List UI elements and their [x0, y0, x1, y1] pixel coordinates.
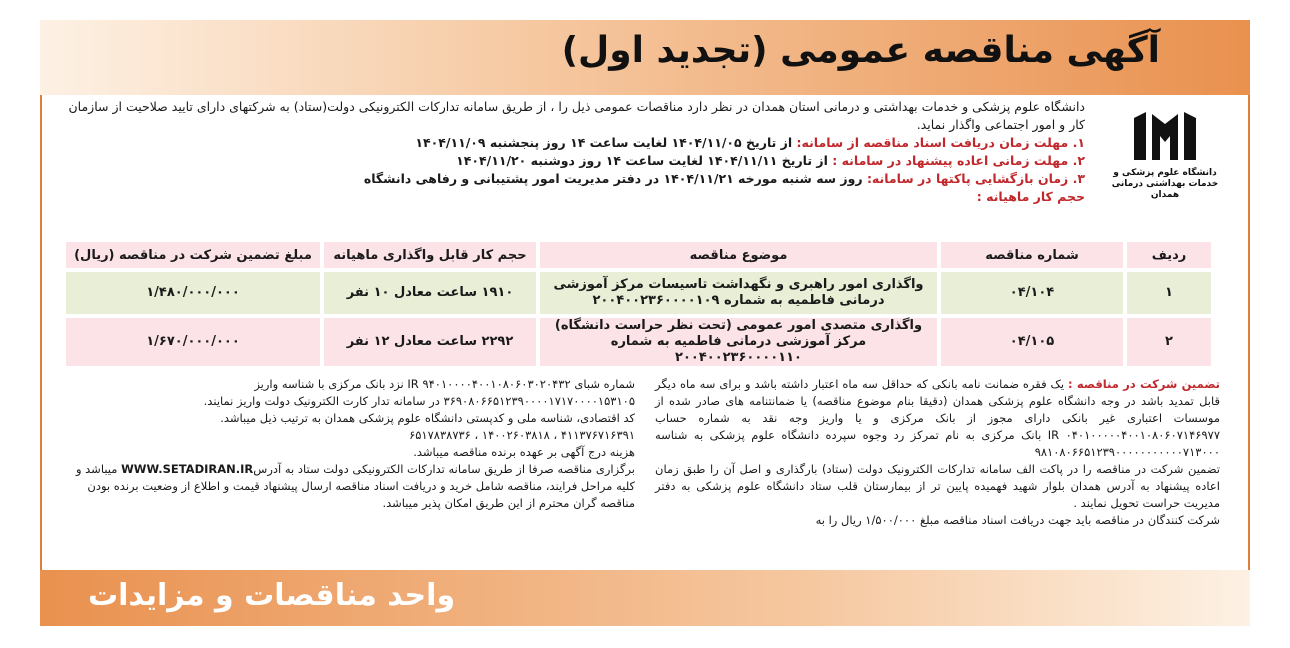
header-volume: حجم کار قابل واگذاری ماهیانه: [324, 242, 536, 268]
header-guarantee: مبلغ تضمین شرکت در مناقصه (ریال): [66, 242, 320, 268]
cell-row-number: ۲: [1127, 318, 1211, 366]
guarantee-paragraph-2: تضمین شرکت در مناقصه را در پاکت الف سامانه تدارکات الکترونیک دولت (ستاد) بارگذاری و اصل آن را طبق زمان اعاده پیشنهاد به آدرس همدان بلوار شهید فهمیده پایین تر از بیمارستان قلب ستاد دانشگاه علوم پزشکی به دفتر مدیریت حراست تحویل نمایند .: [655, 462, 1220, 510]
table-row: [66, 272, 1211, 314]
table-row: [66, 318, 1211, 366]
cell-subject: واگذاری متصدی امور عمومی (تحت نظر حراست دانشگاه) مرکز آموزشی درمانی فاطمیه به شماره ۲۰۰۴۰۰۲۳۶۰۰۰۰۱۱۰: [540, 318, 937, 366]
intro-section: [55, 98, 1085, 206]
item2-label: ۲. مهلت زمانی اعاده پیشنهاد در سامانه :: [832, 153, 1085, 168]
intro-item-3: [55, 170, 1085, 188]
header-row-number: ردیف: [1127, 242, 1211, 268]
intro-item-2: [55, 152, 1085, 170]
payment-text-4-post: میباشد و کلیه مراحل فرایند، مناقصه شامل خرید و دریافت اسناد مناقصه ارسال پیشنهاد قیمت و اطلاع از وضعیت برنده بودن مناقصه گران محترم از این طریق امکان پذیر میباشد.: [75, 462, 635, 510]
payment-paragraph-4: [60, 461, 635, 512]
guarantee-text-1: یک فقره ضمانت نامه بانکی که حداقل سه ماه اعتبار داشته باشد و برای سه ماه دیگر قابل تمدید باشد در وجه دانشگاه علوم پزشکی همدان (دقیقا بنام موضوع مناقصه) یا ضمانتنامه های صادر شده از موسسات اعتباری غیر بانکی دارای مجوز از بانک مرکزی و یا واریز وجه نقد به شماره حساب ۰۴۰۱۰۰۰۰۰۴۰۰۱۰۸۰۶۰۷۱۴۶۹۷۷ IR بانک مرکزی به نام تمرکز رد وجوه سپرده دانشگاه علوم پزشکی به شناسه ۹۸۱۰۸۰۶۶۵۱۲۳۹۰۰۰۰۰۰۰۰۰۰۰۷۱۳۰۰۰: [655, 377, 1220, 459]
item3-label: ۳. زمان بازگشایی پاکتها در سامانه:: [866, 171, 1085, 186]
university-logo: [1100, 108, 1230, 198]
logo-caption: [1100, 168, 1230, 201]
payment-codes: ۴۱۱۳۷۶۷۱۶۳۹۱ ، ۱۴۰۰۲۶۰۳۸۱۸ ، ۶۵۱۷۸۳۸۷۳۶: [409, 428, 635, 442]
payment-paragraph-3: هزینه درج آگهی بر عهده برنده مناقصه میباشد.: [413, 445, 635, 459]
cell-row-number: ۱: [1127, 272, 1211, 314]
cell-subject: واگذاری امور راهبری و نگهداشت تاسیسات مرکز آموزشی درمانی فاطمیه به شماره ۲۰۰۴۰۰۲۳۶۰۰۰۰۱۰۹: [540, 272, 937, 314]
table-header-row: [66, 242, 1211, 268]
university-emblem-icon: [1130, 108, 1200, 166]
volume-label: حجم کار ماهیانه :: [976, 189, 1085, 204]
guarantee-paragraph-3: شرکت کنندگان در مناقصه باید جهت دریافت اسناد مناقصه مبلغ ۱/۵۰۰/۰۰۰ ریال را به: [815, 513, 1220, 527]
website-link[interactable]: WWW.SETADIRAN.IR: [121, 462, 254, 476]
guarantee-paragraph-1: [655, 376, 1220, 461]
footer-title: واحد مناقصات و مزایدات: [88, 578, 456, 613]
tender-table: [62, 238, 1215, 370]
item1-label: ۱. مهلت زمان دریافت اسناد مناقصه از سامانه:: [796, 135, 1085, 150]
item1-text: از تاریخ ۱۴۰۴/۱۱/۰۵ لغایت ساعت ۱۴ روز پنجشنبه ۱۴۰۴/۱۱/۰۹: [415, 135, 797, 150]
header-subject: موضوع مناقصه: [540, 242, 937, 268]
cell-guarantee: ۱/۶۷۰/۰۰۰/۰۰۰: [66, 318, 320, 366]
intro-item-1: [55, 134, 1085, 152]
footer-banner: [40, 570, 1250, 626]
logo-caption-line2: خدمات بهداشتی درمانی همدان: [1111, 179, 1219, 200]
guarantee-label: تضمین شرکت در مناقصه :: [1068, 377, 1220, 391]
payment-paragraph-2: کد اقتصادی، شناسه ملی و کدپستی دانشگاه علوم پزشکی همدان به ترتیب ذیل میباشد.: [220, 411, 635, 425]
header-tender-number: شماره مناقصه: [941, 242, 1123, 268]
logo-caption-line1: دانشگاه علوم پزشکی و: [1113, 168, 1217, 178]
guarantee-section: [655, 376, 1220, 529]
intro-paragraph: دانشگاه علوم پزشکی و خدمات بهداشتی و درمانی استان همدان در نظر دارد مناقصات عمومی ذیل را ، از طریق سامانه تدارکات الکترونیکی دولت(ستاد) به شرکتهای دارای تایید صلاحیت از سازمان کار و امور اجتماعی واگذار نماید.: [68, 99, 1085, 132]
header-banner: [40, 20, 1250, 95]
item2-text: از تاریخ ۱۴۰۴/۱۱/۱۱ لغایت ساعت ۱۴ روز دوشنبه ۱۴۰۴/۱۱/۲۰: [456, 153, 833, 168]
cell-tender-number: ۰۴/۱۰۴: [941, 272, 1123, 314]
notice-title: آگهی مناقصه عمومی (تجدید اول): [561, 30, 1160, 71]
cell-tender-number: ۰۴/۱۰۵: [941, 318, 1123, 366]
payment-paragraph-1: شماره شبای ۹۴۰۱۰۰۰۰۴۰۰۱۰۸۰۶۰۳۰۲۰۴۳۲ IR نزد بانک مرکزی با شناسه واریز ۳۶۹۰۸۰۶۶۵۱۲۳۹۰۰۰۰۱۷۱۷۰۰۰۰۱۵۳۱۰۵ در سامانه تدار کارت الکترونیک دولت واریز نمایند.: [203, 377, 635, 408]
cell-guarantee: ۱/۴۸۰/۰۰۰/۰۰۰: [66, 272, 320, 314]
cell-volume: ۱۹۱۰ ساعت معادل ۱۰ نفر: [324, 272, 536, 314]
item3-text: روز سه شنبه مورخه ۱۴۰۴/۱۱/۲۱ در دفتر مدیریت امور پشتیبانی و رفاهی دانشگاه: [363, 171, 867, 186]
payment-section: [60, 376, 635, 512]
cell-volume: ۲۲۹۲ ساعت معادل ۱۲ نفر: [324, 318, 536, 366]
payment-text-4-pre: برگزاری مناقصه صرفا از طریق سامانه تدارکات الکترونیکی دولت ستاد به آدرس: [253, 462, 635, 476]
